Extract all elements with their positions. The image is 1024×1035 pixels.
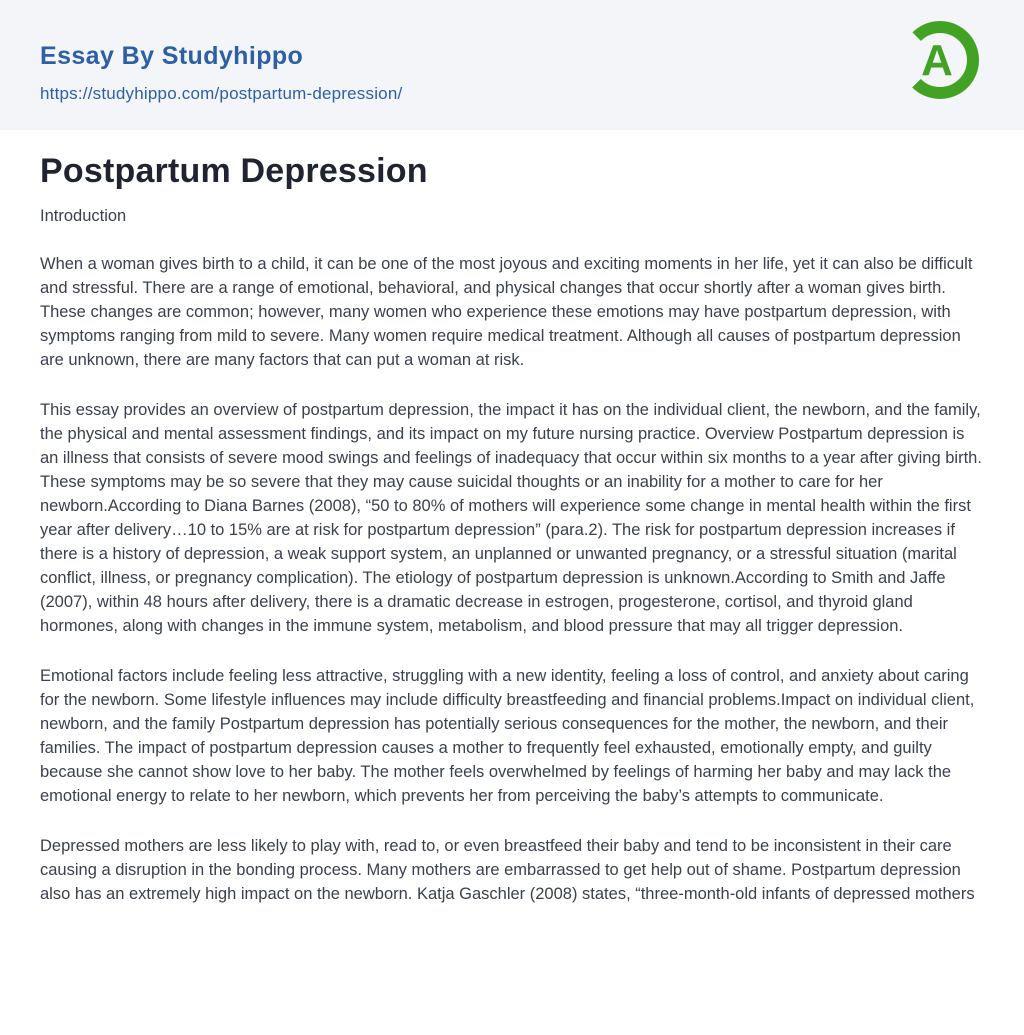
essay-paragraph: Emotional factors include feeling less attractive, struggling with a new identity, feeling a loss of control, and anxiety about caring for the newborn. Some lifestyle influences may include difficulty breastfeeding and financial problems.Impact on individual client, newborn, and the family Postpartum depression has potentially serious consequences for the mother, the newborn, and their families. The impact of postpartum depression causes a mother to frequently feel exhausted, emotionally empty, and guilty because she cannot show love to her baby. The mother feels overwhelmed by feelings of harming her baby and may lack the emotional energy to relate to her newborn, which prevents her from perceiving the baby’s attempts to communicate. xyxy=(40,667,975,805)
essay-paragraph: When a woman gives birth to a child, it can be one of the most joyous and exciting moments in her life, yet it can also be difficult and stressful. There are a range of emotional, behavioral, and physical changes that occur shortly after a woman gives birth. These changes are common; however, many women who experience these emotions may have postpartum depression, with symptoms ranging from mild to severe. Many women require medical treatment. Although all causes of postpartum depression are unknown, there are many factors that can put a woman at risk. xyxy=(40,255,973,369)
essay-title: Postpartum Depression xyxy=(40,152,428,190)
studyhippo-logo xyxy=(894,14,986,106)
essay-paragraph: Depressed mothers are less likely to play with, read to, or even breastfeed their baby and tend to be inconsistent in their care causing a disruption in the bonding process. Many mothers are embarrassed to get help out of shame. Postpartum depression also has an extremely high impact on the newborn. Katja Gaschler (2008) states, “three-month-old infants of depressed mothers xyxy=(40,837,975,903)
source-url-link[interactable]: https://studyhippo.com/postpartum-depression/ xyxy=(40,84,403,103)
open-circle-a-icon xyxy=(894,14,986,106)
document-header xyxy=(0,0,1024,130)
section-label-introduction: Introduction xyxy=(40,207,127,225)
essay-content xyxy=(0,130,1024,906)
logo-letter: A xyxy=(921,36,953,85)
site-brand: Essay By Studyhippo xyxy=(40,42,304,70)
essay-paragraph: This essay provides an overview of postpartum depression, the impact it has on the individual client, the newborn, and the family, the physical and mental assessment findings, and its impact on my future nursing practice. Overview Postpartum depression is an illness that consists of severe mood swings and feelings of inadequacy that occur within six months to a year after giving birth. These symptoms may be so severe that they may cause suicidal thoughts or an inability for a mother to care for her newborn.According to Diana Barnes (2008), “50 to 80% of mothers will experience some change in mental health within the first year after delivery…10 to 15% are at risk for postpartum depression” (para.2). The risk for postpartum depression increases if there is a history of depression, a weak support system, an unplanned or unwanted pregnancy, or a stressful situation (marital conflict, illness, or pregnancy complication). The etiology of postpartum depression is unknown.According to Smith and Jaffe (2007), within 48 hours after delivery, there is a dramatic decrease in estrogen, progesterone, cortisol, and thyroid gland hormones, along with changes in the immune system, metabolism, and blood pressure that may all trigger depression. xyxy=(40,401,982,635)
essay-body xyxy=(40,252,984,906)
